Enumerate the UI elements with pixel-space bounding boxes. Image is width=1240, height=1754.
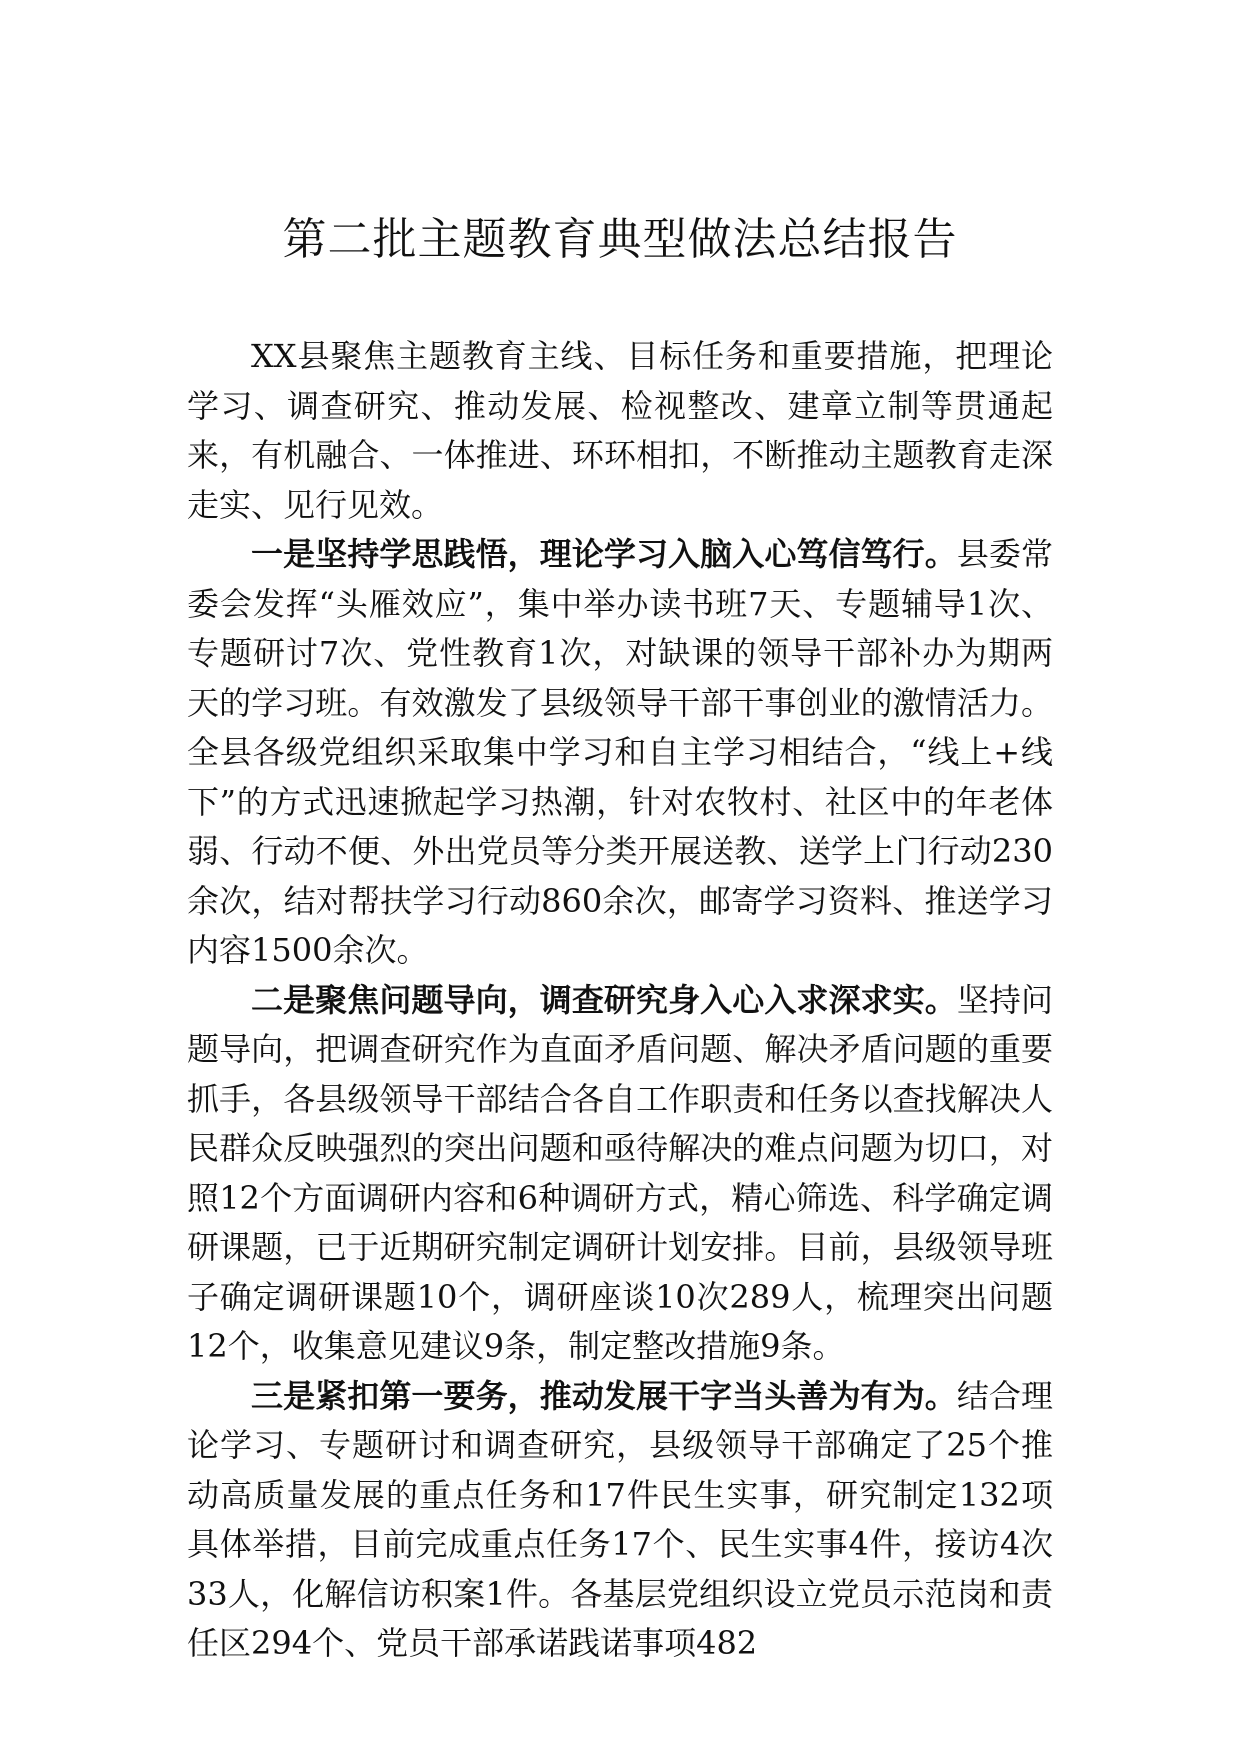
paragraph-lead: 二是聚焦问题导向，调查研究身入心入求深求实。 <box>251 980 957 1019</box>
paragraph-lead: 一是坚持学思践悟，理论学习入脑入心笃信笃行。 <box>251 535 957 573</box>
paragraph-intro <box>187 332 1053 530</box>
paragraph-investigation <box>187 976 1053 1372</box>
paragraph-development <box>187 1372 1053 1669</box>
paragraph-text: XX县聚焦主题教育主线、目标任务和重要措施，把理论学习、调查研究、推动发展、检视整改、建章立制等贯通起来，有机融合、一体推进、环环相扣，不断推动主题教育走深走实、见行见效。 <box>187 337 1053 524</box>
document-body <box>187 332 1053 1669</box>
paragraph-text: 县委常委会发挥“头雁效应”，集中举办读书班7天、专题辅导1次、专题研讨7次、党性教育1次，对缺课的领导干部补办为期两天的学习班。有效激发了县级领导干部干事创业的激情活力。全县各级党组织采取集中学习和自主学习相结合，“线上+线下”的方式迅速掀起学习热潮，针对农牧村、社区中的年老体弱、行动不便、外出党员等分类开展送教、送学上门行动230余次，结对帮扶学习行动860余次，邮寄学习资料、推送学习内容1500余次。 <box>187 535 1053 969</box>
paragraph-text: 坚持问题导向，把调查研究作为直面矛盾问题、解决矛盾问题的重要抓手，各县级领导干部结合各自工作职责和任务以查找解决人民群众反映强烈的突出问题和亟待解决的难点问题为切口，对照12个方面调研内容和6种调研方式，精心筛选、科学确定调研课题，已于近期研究制定调研计划安排。目前，县级领导班子确定调研课题10个，调研座谈10次289人，梳理突出问题12个，收集意见建议9条，制定整改措施9条。 <box>187 980 1053 1365</box>
document-title: 第二批主题教育典型做法总结报告 <box>282 214 958 265</box>
paragraph-lead: 三是紧扣第一要务，推动发展干字当头善为有为。 <box>251 1376 957 1415</box>
paragraph-text: 结合理论学习、专题研讨和调查研究，县级领导干部确定了25个推动高质量发展的重点任务和17件民生实事，研究制定132项具体举措，目前完成重点任务17个、民生实事4件，接访4次33人，化解信访积案1件。各基层党组织设立党员示范岗和责任区294个、党员干部承诺践诺事项482 <box>187 1376 1053 1662</box>
paragraph-theory-study <box>187 530 1053 976</box>
